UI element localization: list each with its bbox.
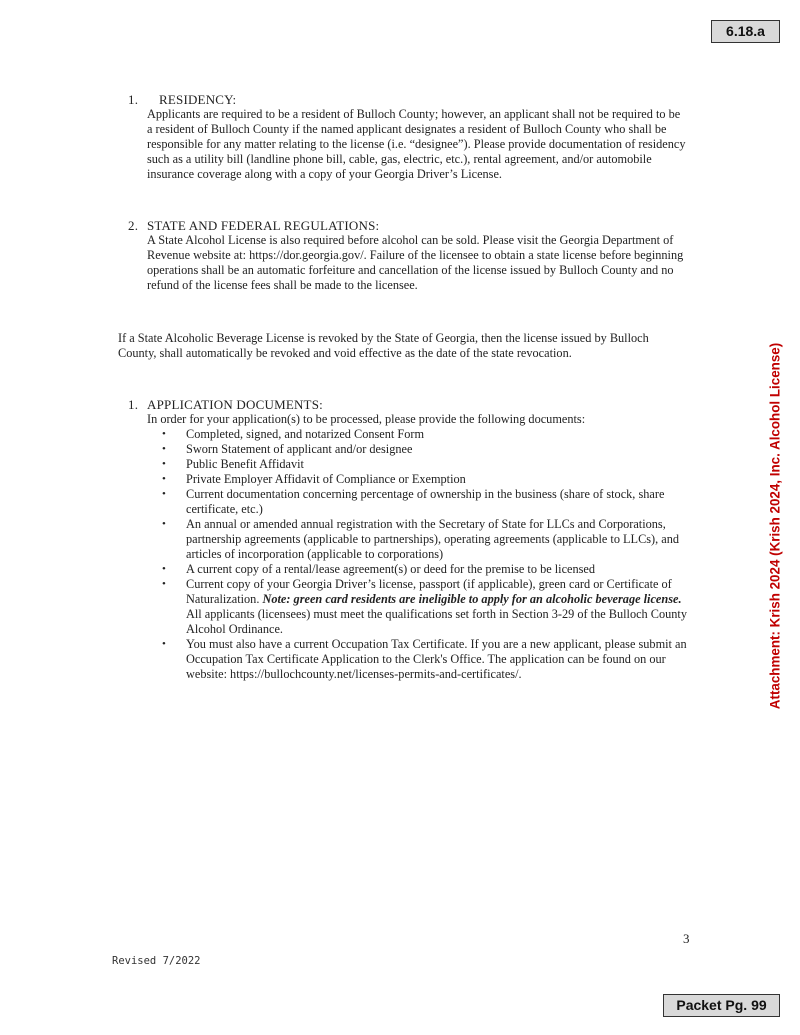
agenda-item-tag: 6.18.a (711, 20, 780, 43)
list-item: • Sworn Statement of applicant and/or designee (147, 442, 688, 457)
application-documents-title: APPLICATION DOCUMENTS: (147, 397, 323, 412)
revocation-paragraph: If a State Alcoholic Beverage License is revoked by the State of Georgia, then the license issued by Bulloch County, shall automatically be revoked and void effective as the date of the state revocation. (118, 331, 649, 360)
list-item-id-documents (147, 577, 688, 637)
residency-number: 1. (128, 92, 139, 107)
application-documents-number: 1. (128, 397, 139, 412)
residency-heading (128, 92, 688, 107)
list-item: • An annual or amended annual registration with the Secretary of State for LLCs and Corporations, partnership agreements (applicable to partnerships), operating agreements (applicable to LLCs), and articles of incorporation (applicable to corporations) (147, 517, 688, 562)
application-documents-body (128, 412, 688, 682)
list-item: • Current documentation concerning percentage of ownership in the business (share of stock, share certificate, etc.) (147, 487, 688, 517)
application-documents-section (128, 397, 688, 682)
application-documents-intro: In order for your application(s) to be processed, please provide the following documents: (147, 412, 586, 426)
residency-section (128, 92, 688, 182)
attachment-side-label-text: Attachment: Krish 2024 (Krish 2024, Inc. Alcohol License) (767, 342, 783, 710)
state-federal-heading (128, 218, 688, 233)
state-federal-section (128, 218, 688, 293)
list-item: • Private Employer Affidavit of Compliance or Exemption (147, 472, 688, 487)
page-number: 3 (683, 931, 690, 946)
id-documents-text: Current copy of your Georgia Driver’s license, passport (if applicable), green card or Certificate of Naturalization. (186, 577, 672, 606)
state-federal-title: STATE AND FEDERAL REGULATIONS: (147, 218, 380, 233)
state-federal-body: A State Alcohol License is also required before alcohol can be sold. Please visit the Georgia Department of Revenue website at: https://dor.georgia.gov/. Failure of the licensee to obtain a state license before beginning operations shall be an automatic forfeiture and cancellation of the license issued by Bulloch County and no refund of the license fees shall be made to the licensee. (147, 233, 684, 292)
attachment-side-label (758, 340, 792, 712)
revision-date: Revised 7/2022 (112, 955, 201, 967)
residency-title: RESIDENCY: (159, 92, 237, 107)
list-item: • A current copy of a rental/lease agreement(s) or deed for the premise to be licensed (147, 562, 688, 577)
qualifications-text: All applicants (licensees) must meet the qualifications set forth in Section 3-29 of the Bulloch County Alcohol Ordinance. (186, 607, 687, 636)
list-item: • Completed, signed, and notarized Consent Form (147, 427, 688, 442)
list-item: • Public Benefit Affidavit (147, 457, 688, 472)
packet-page-tag: Packet Pg. 99 (663, 994, 780, 1017)
list-item: • You must also have a current Occupation Tax Certificate. If you are a new applicant, please submit an Occupation Tax Certificate Application to the Clerk's Office. The application can be found on our website: https://bullochcounty.net/licenses-permits-and-certificates/. (147, 637, 688, 682)
application-documents-heading (128, 397, 688, 412)
state-federal-number: 2. (128, 218, 139, 233)
green-card-note: Note: green card residents are ineligible to apply for an alcoholic beverage license. (262, 592, 682, 606)
residency-body: Applicants are required to be a resident of Bulloch County; however, an applicant shall not be required to be a resident of Bulloch County if the named applicant designates a resident of Bulloch County who shall be responsible for any matter relating to the license (i.e. “designee”). Please provide documentation of residency such as a utility bill (landline phone bill, cable, gas, electric, etc.), rental agreement, and/or automobile insurance coverage along with a copy of your Georgia Driver’s License. (147, 107, 686, 181)
documents-list (147, 427, 688, 682)
